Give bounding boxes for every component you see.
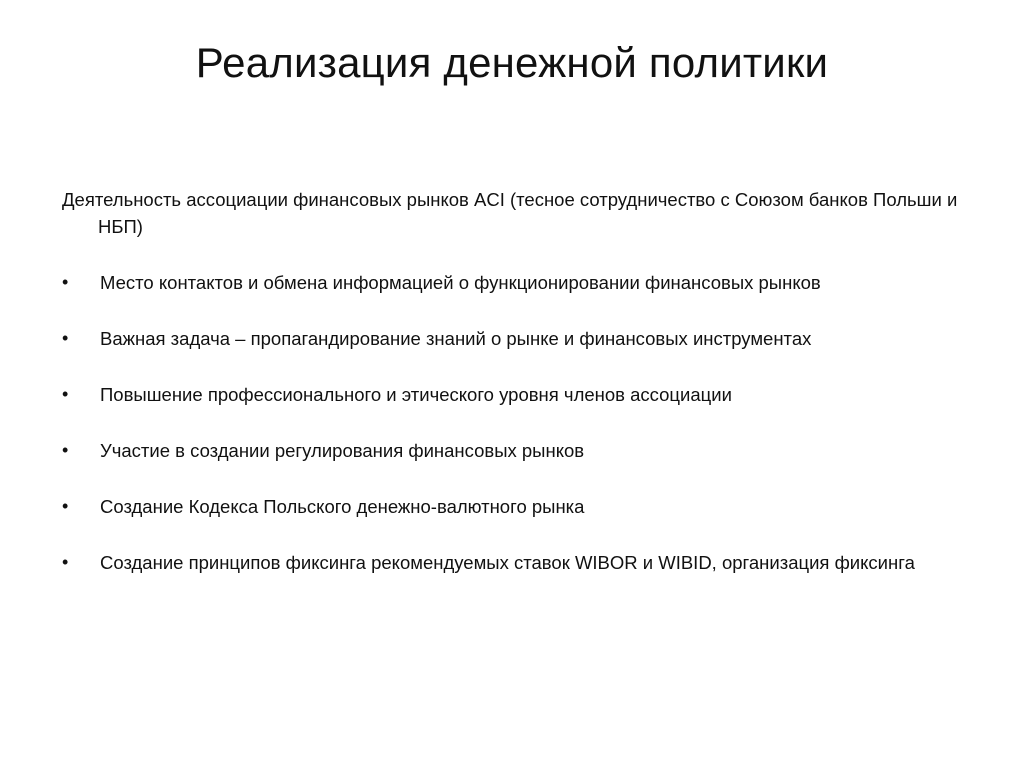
intro-paragraph: Деятельность ассоциации финансовых рынков ACI (тесное сотрудничество с Союзом банков Польши и НБП): [62, 189, 958, 237]
bullet-text: Повышение профессионального и этического уровня членов ассоциации: [100, 384, 732, 405]
bullet-item: [62, 493, 972, 520]
bullet-item: [62, 549, 972, 576]
bullet-dot-icon: •: [62, 272, 69, 292]
bullet-dot-icon: •: [62, 496, 69, 516]
bullet-dot-icon: •: [62, 384, 69, 404]
slide-content: [62, 186, 972, 605]
bullet-dot-icon: •: [62, 440, 69, 460]
bullet-text: Создание принципов фиксинга рекомендуемых ставок WIBOR и WIBID, организация фиксинга: [100, 552, 915, 573]
slide-title: Реализация денежной политики: [195, 39, 829, 86]
bullet-text: Участие в создании регулирования финансовых рынков: [100, 440, 585, 461]
bullet-list: [62, 269, 972, 576]
bullet-item: [62, 269, 972, 296]
bullet-dot-icon: •: [62, 328, 69, 348]
bullet-text: Место контактов и обмена информацией о функционировании финансовых рынков: [100, 272, 821, 293]
bullet-text: Важная задача – пропагандирование знаний о рынке и финансовых инструментах: [100, 328, 812, 349]
bullet-dot-icon: •: [62, 552, 69, 572]
bullet-item: [62, 381, 972, 408]
bullet-item: [62, 325, 972, 352]
bullet-text: Создание Кодекса Польского денежно-валютного рынка: [100, 496, 585, 517]
bullet-item: [62, 437, 972, 464]
